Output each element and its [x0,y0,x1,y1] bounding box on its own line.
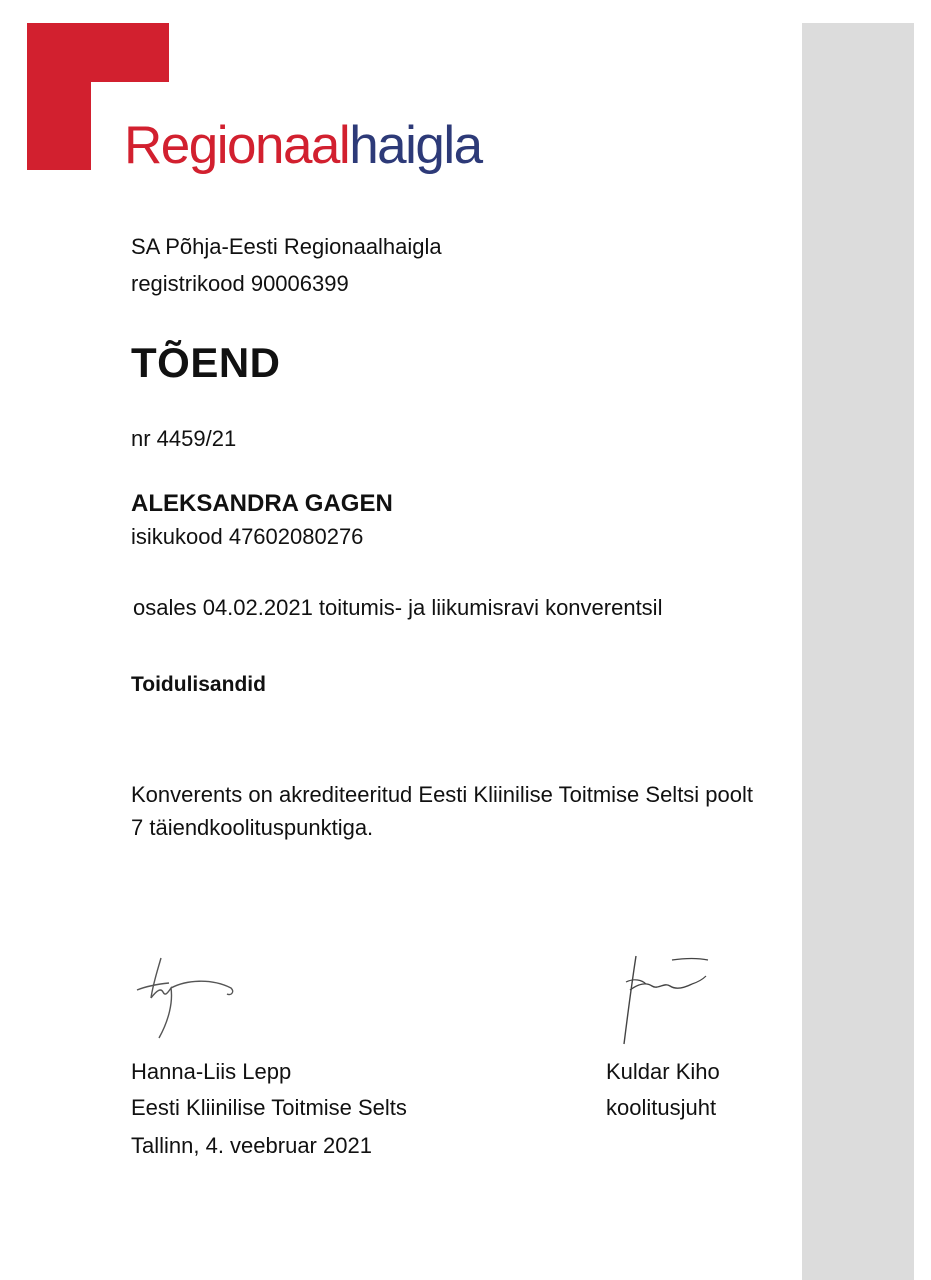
signer-right-name: Kuldar Kiho [606,1059,720,1084]
right-gray-strip [802,23,914,1280]
topic-title: Toidulisandid [131,673,266,696]
accreditation-statement: Konverents on akrediteeritud Eesti Kliinilise Toitmise Seltsi poolt 7 täiendkoolituspunktiga. [131,782,754,840]
issuer-name: SA Põhja-Eesti Regionaalhaigla [131,234,442,259]
logo-wordmark-part1: Regionaal [124,116,350,175]
document-number: nr 4459/21 [131,426,237,451]
logo-wordmark-part2: haigla [349,116,482,175]
signature-left-mark [131,950,241,1040]
recipient-name: ALEKSANDRA GAGEN [131,490,393,517]
signer-left-organization: Eesti Kliinilise Toitmise Selts [131,1095,407,1120]
signature-right-mark [612,952,722,1047]
logo-red-block-left [27,23,91,170]
issuer-registry-code: registrikood 90006399 [131,271,349,296]
logo-wordmark [124,116,482,175]
signature-right [612,952,722,1047]
signer-right-role: koolitusjuht [606,1095,717,1120]
recipient-id-code: isikukood 47602080276 [131,524,364,549]
signer-left-name: Hanna-Liis Lepp [131,1059,292,1084]
participation-statement: osales 04.02.2021 toitumis- ja liikumisravi konverentsil [133,595,663,620]
document-title: TÕEND [131,339,281,386]
place-and-date: Tallinn, 4. veebruar 2021 [131,1133,372,1158]
regionaalhaigla-logo [27,23,487,193]
signature-left [131,950,241,1040]
